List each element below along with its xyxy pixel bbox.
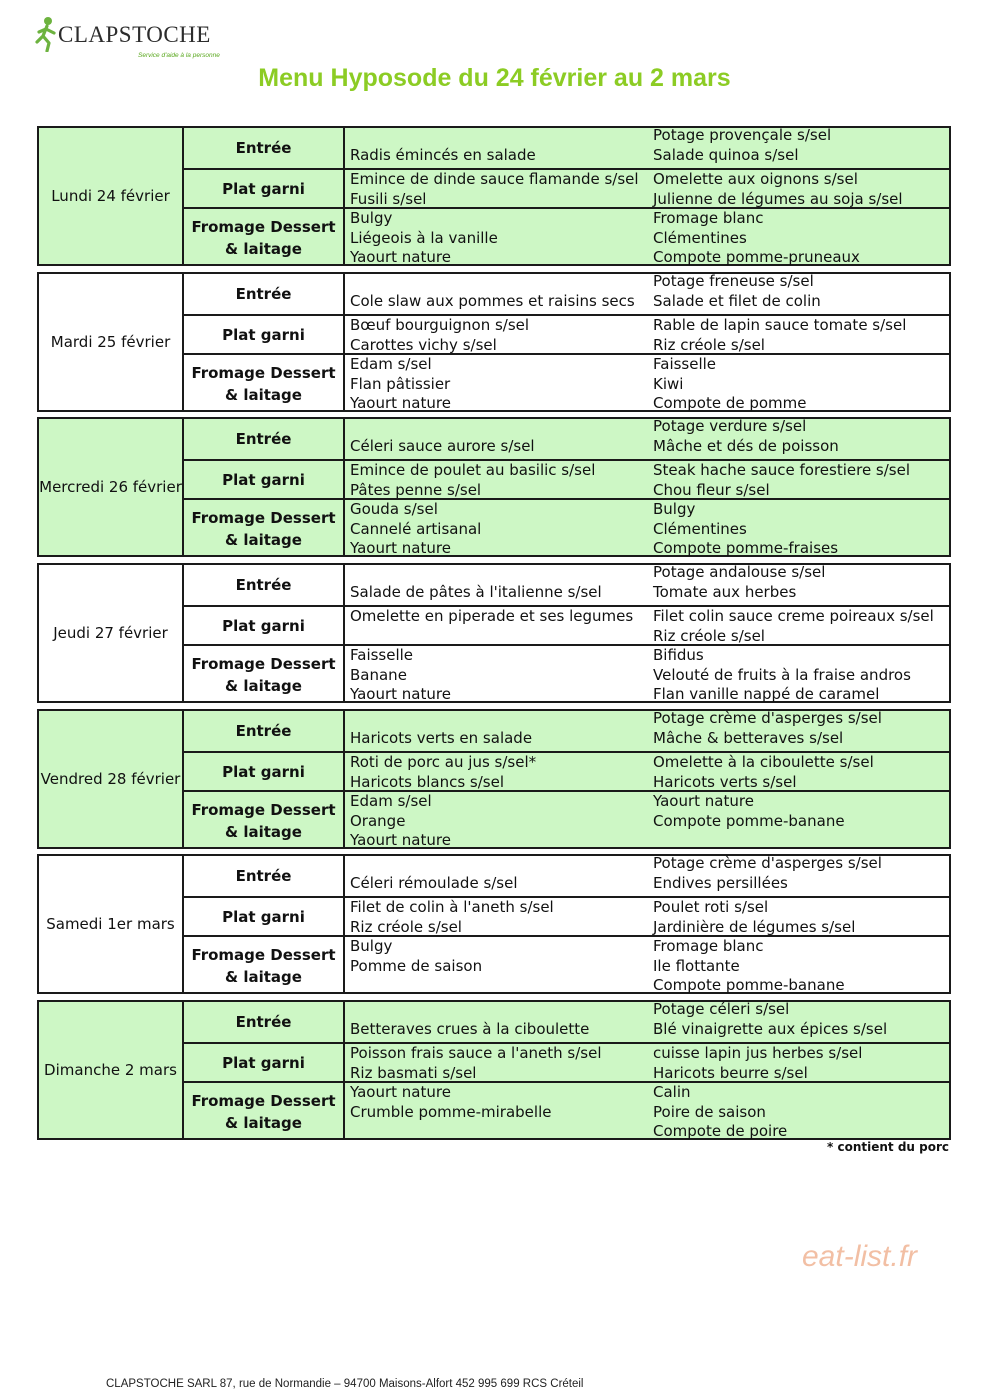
dish-line: Potage provençale s/sel [653, 126, 832, 144]
dish-line: Poisson frais sauce a l'aneth s/sel [350, 1044, 602, 1062]
dish-line: Betteraves crues à la ciboulette [350, 1019, 590, 1038]
day-block [37, 126, 951, 266]
meal-label: Entrée [184, 274, 345, 314]
footer-address: CLAPSTOCHE SARL 87, rue de Normandie – 94700 Maisons-Alfort 452 995 699 RCS Créteil [106, 1378, 584, 1390]
menu-option-1 [350, 563, 602, 602]
dish-line: Compote de pomme [653, 394, 807, 413]
day-block [37, 709, 951, 849]
menu-option-2 [653, 792, 845, 851]
watermark: eat-list.fr [802, 1240, 918, 1273]
dish-line: Kiwi [653, 374, 684, 393]
day-label: Lundi 24 février [39, 128, 184, 264]
meal-label: Fromage Dessert & laitage [184, 209, 345, 266]
dish-line: Bulgy [350, 209, 393, 227]
menu-option-1 [350, 209, 498, 268]
meal-label: Entrée [184, 856, 345, 896]
dish-line: Omelette à la ciboulette s/sel [653, 753, 874, 771]
dish-line: Velouté de fruits à la fraise andros [653, 665, 911, 684]
meal-row [184, 790, 951, 849]
dish-line: Mâche et dés de poisson [653, 436, 839, 455]
dish-line: Emince de dinde sauce flamande s/sel [350, 170, 639, 188]
meal-row [184, 1002, 951, 1042]
menu-option-2 [653, 646, 911, 705]
clapstoche-logo [34, 16, 240, 66]
menu-option-2 [653, 854, 882, 893]
dish-line: Céleri rémoulade s/sel [350, 873, 518, 892]
menu-option-2 [653, 709, 882, 748]
dish-line: Pâtes penne s/sel [350, 480, 482, 499]
dish-line: Omelette aux oignons s/sel [653, 170, 858, 188]
dish-line: Fusili s/sel [350, 189, 427, 208]
logo-tagline: Service d'aide à la personne [138, 52, 220, 59]
dish-line: Potage verdure s/sel [653, 417, 807, 435]
meal-row [184, 353, 951, 412]
dish-line [350, 1122, 551, 1142]
dish-line: Bœuf bourguignon s/sel [350, 316, 530, 334]
menu-option-2 [653, 355, 807, 414]
menu-option-1 [350, 1044, 602, 1083]
meal-row [184, 498, 951, 557]
menu-option-1 [350, 753, 536, 792]
meal-label: Plat garni [184, 461, 345, 498]
meal-label: Fromage Dessert & laitage [184, 1083, 345, 1140]
meal-row [184, 644, 951, 703]
meal-row [184, 459, 951, 498]
meal-label: Plat garni [184, 898, 345, 935]
menu-option-2 [653, 126, 831, 165]
dish-line: Edam s/sel [350, 355, 432, 373]
dish-line: Flan pâtissier [350, 374, 451, 393]
menu-option-1 [350, 170, 639, 209]
dish-line: Bifidus [653, 646, 704, 664]
menu-option-1 [350, 316, 529, 355]
menu-option-2 [653, 500, 838, 559]
dish-line [350, 126, 536, 146]
dish-line: Banane [350, 665, 407, 684]
meal-row [184, 605, 951, 644]
menu-option-2 [653, 417, 839, 456]
dish-line: Salade et filet de colin [653, 291, 821, 310]
menu-option-2 [653, 898, 855, 937]
dish-line: Chou fleur s/sel [653, 480, 770, 499]
dish-line [350, 417, 535, 437]
menu-option-2 [653, 1000, 887, 1039]
dish-line: Yaourt nature [350, 394, 451, 413]
dish-line: Yaourt nature [653, 792, 754, 810]
dish-line [653, 831, 845, 851]
dish-line: Fromage blanc [653, 209, 764, 227]
day-label: Jeudi 27 février [39, 565, 184, 701]
meal-row [184, 1042, 951, 1081]
meal-label: Plat garni [184, 607, 345, 644]
menu-option-2 [653, 753, 874, 792]
menu-option-1 [350, 417, 535, 456]
menu-option-1 [350, 272, 635, 311]
menu-option-1 [350, 1000, 589, 1039]
meal-row [184, 896, 951, 935]
dish-line: Pomme de saison [350, 956, 483, 975]
menu-option-2 [653, 1083, 787, 1142]
meal-label: Entrée [184, 1002, 345, 1042]
dish-line: Radis émincés en salade [350, 145, 536, 164]
dish-line: Salade de pâtes à l'italienne s/sel [350, 582, 602, 601]
menu-option-1 [350, 792, 451, 851]
menu-option-2 [653, 316, 906, 355]
dish-line: Rable de lapin sauce tomate s/sel [653, 316, 907, 334]
dish-line: Haricots verts s/sel [653, 772, 797, 791]
meal-row [184, 935, 951, 994]
dish-line: Salade quinoa s/sel [653, 145, 799, 164]
dish-line: Compote de poire [653, 1122, 788, 1141]
menu-option-1 [350, 937, 482, 996]
dish-line: Riz créole s/sel [653, 335, 765, 354]
dish-line: Clémentines [653, 228, 747, 247]
dish-line: Omelette en piperade et ses legumes [350, 607, 634, 625]
dish-line: Endives persillées [653, 873, 788, 892]
meal-row [184, 1081, 951, 1140]
dish-line [350, 976, 482, 996]
meal-row [184, 128, 951, 168]
menu-option-1 [350, 126, 536, 165]
dish-line: Yaourt nature [350, 1083, 451, 1101]
day-label: Mardi 25 février [39, 274, 184, 410]
meal-row [184, 565, 951, 605]
dish-line: Potage céleri s/sel [653, 1000, 790, 1018]
dish-line: Yaourt nature [350, 831, 451, 850]
dish-line: Compote pomme-fraises [653, 539, 839, 558]
meal-label: Fromage Dessert & laitage [184, 500, 345, 557]
dish-line: cuisse lapin jus herbes s/sel [653, 1044, 863, 1062]
meal-label: Plat garni [184, 316, 345, 353]
dish-line: Carottes vichy s/sel [350, 335, 497, 354]
menu-option-1 [350, 607, 633, 646]
dish-line: Yaourt nature [350, 539, 451, 558]
dish-line: Clémentines [653, 519, 747, 538]
dish-line: Gouda s/sel [350, 500, 438, 518]
dish-line: Haricots verts en salade [350, 728, 533, 747]
meal-label: Fromage Dessert & laitage [184, 355, 345, 412]
day-label: Mercredi 26 février [39, 419, 184, 555]
dish-line: Edam s/sel [350, 792, 432, 810]
dish-line: Faisselle [350, 646, 414, 664]
menu-option-1 [350, 854, 518, 893]
dish-line: Crumble pomme-mirabelle [350, 1102, 552, 1121]
dish-line: Steak hache sauce forestiere s/sel [653, 461, 911, 479]
meal-label: Entrée [184, 419, 345, 459]
dish-line: Filet colin sauce creme poireaux s/sel [653, 607, 934, 625]
menu-option-1 [350, 646, 451, 705]
page-title: Menu Hyposode du 24 février au 2 mars [258, 64, 731, 92]
dish-line: Haricots beurre s/sel [653, 1063, 808, 1082]
meal-label: Fromage Dessert & laitage [184, 646, 345, 703]
meal-row [184, 711, 951, 751]
menu-option-2 [653, 461, 910, 500]
menu-option-1 [350, 355, 451, 414]
dish-line: Compote pomme-pruneaux [653, 248, 860, 267]
day-block [37, 272, 951, 412]
day-label: Dimanche 2 mars [39, 1002, 184, 1138]
dish-line: Fromage blanc [653, 937, 764, 955]
dish-line [350, 709, 532, 729]
dish-line: Riz créole s/sel [653, 626, 765, 645]
dish-line: Céleri sauce aurore s/sel [350, 436, 535, 455]
menu-option-1 [350, 1083, 551, 1142]
logo-name: CLAPSTOCHE [58, 22, 211, 47]
meal-row [184, 419, 951, 459]
menu-option-1 [350, 898, 554, 937]
dish-line: Compote pomme-banane [653, 811, 845, 830]
day-block [37, 1000, 951, 1140]
meal-label: Plat garni [184, 753, 345, 790]
day-block [37, 563, 951, 703]
dish-line: Tomate aux herbes [653, 582, 797, 601]
meal-label: Entrée [184, 711, 345, 751]
dish-line [350, 563, 602, 583]
dish-line: Filet de colin à l'aneth s/sel [350, 898, 554, 916]
dish-line: Cole slaw aux pommes et raisins secs [350, 291, 635, 310]
running-figure-icon [34, 16, 60, 52]
meal-row [184, 168, 951, 207]
dish-line: Julienne de légumes au soja s/sel [653, 189, 903, 208]
day-block [37, 417, 951, 557]
dish-line: Jardinière de légumes s/sel [653, 917, 856, 936]
dish-line: Compote pomme-banane [653, 976, 845, 995]
meal-row [184, 856, 951, 896]
meal-label: Plat garni [184, 170, 345, 207]
meal-label: Plat garni [184, 1044, 345, 1081]
dish-line: Poulet roti s/sel [653, 898, 769, 916]
dish-line: Ile flottante [653, 956, 740, 975]
dish-line: Blé vinaigrette aux épices s/sel [653, 1019, 888, 1038]
meal-row [184, 751, 951, 790]
dish-line [350, 272, 635, 292]
dish-line: Potage andalouse s/sel [653, 563, 826, 581]
menu-option-2 [653, 1044, 862, 1083]
meal-label: Entrée [184, 128, 345, 168]
meal-row [184, 274, 951, 314]
dish-line: Riz basmati s/sel [350, 1063, 477, 1082]
dish-line [350, 854, 518, 874]
menu-option-1 [350, 500, 481, 559]
dish-line: Calin [653, 1083, 691, 1101]
dish-line [350, 1000, 589, 1020]
dish-line: Yaourt nature [350, 248, 451, 267]
dish-line: Liégeois à la vanille [350, 228, 498, 247]
dish-line: Poire de saison [653, 1102, 766, 1121]
meal-row [184, 314, 951, 353]
dish-line: Orange [350, 811, 406, 830]
dish-line: Riz créole s/sel [350, 917, 462, 936]
day-block [37, 854, 951, 994]
menu-option-2 [653, 272, 821, 311]
meal-row [184, 207, 951, 266]
dish-line: Potage crème d'asperges s/sel [653, 854, 882, 872]
meal-label: Fromage Dessert & laitage [184, 937, 345, 994]
dish-line: Faisselle [653, 355, 717, 373]
dish-line: Potage crème d'asperges s/sel [653, 709, 882, 727]
dish-line: Bulgy [653, 500, 696, 518]
menu-option-1 [350, 461, 595, 500]
dish-line: Flan vanille nappé de caramel [653, 685, 880, 704]
dish-line: Haricots blancs s/sel [350, 772, 504, 791]
menu-option-2 [653, 937, 845, 996]
footnote: * contient du porc [827, 1140, 949, 1154]
menu-option-2 [653, 563, 825, 602]
day-label: Vendred 28 février [39, 711, 184, 847]
meal-label: Fromage Dessert & laitage [184, 792, 345, 849]
dish-line: Mâche & betteraves s/sel [653, 728, 844, 747]
dish-line: Roti de porc au jus s/sel* [350, 753, 537, 771]
dish-line: Potage freneuse s/sel [653, 272, 814, 290]
dish-line: Bulgy [350, 937, 393, 955]
dish-line: Emince de poulet au basilic s/sel [350, 461, 596, 479]
dish-line: Cannelé artisanal [350, 519, 482, 538]
meal-label: Entrée [184, 565, 345, 605]
day-label: Samedi 1er mars [39, 856, 184, 992]
menu-option-1 [350, 709, 532, 748]
menu-option-2 [653, 209, 860, 268]
menu-option-2 [653, 607, 934, 646]
dish-line: Yaourt nature [350, 685, 451, 704]
menu-option-2 [653, 170, 903, 209]
